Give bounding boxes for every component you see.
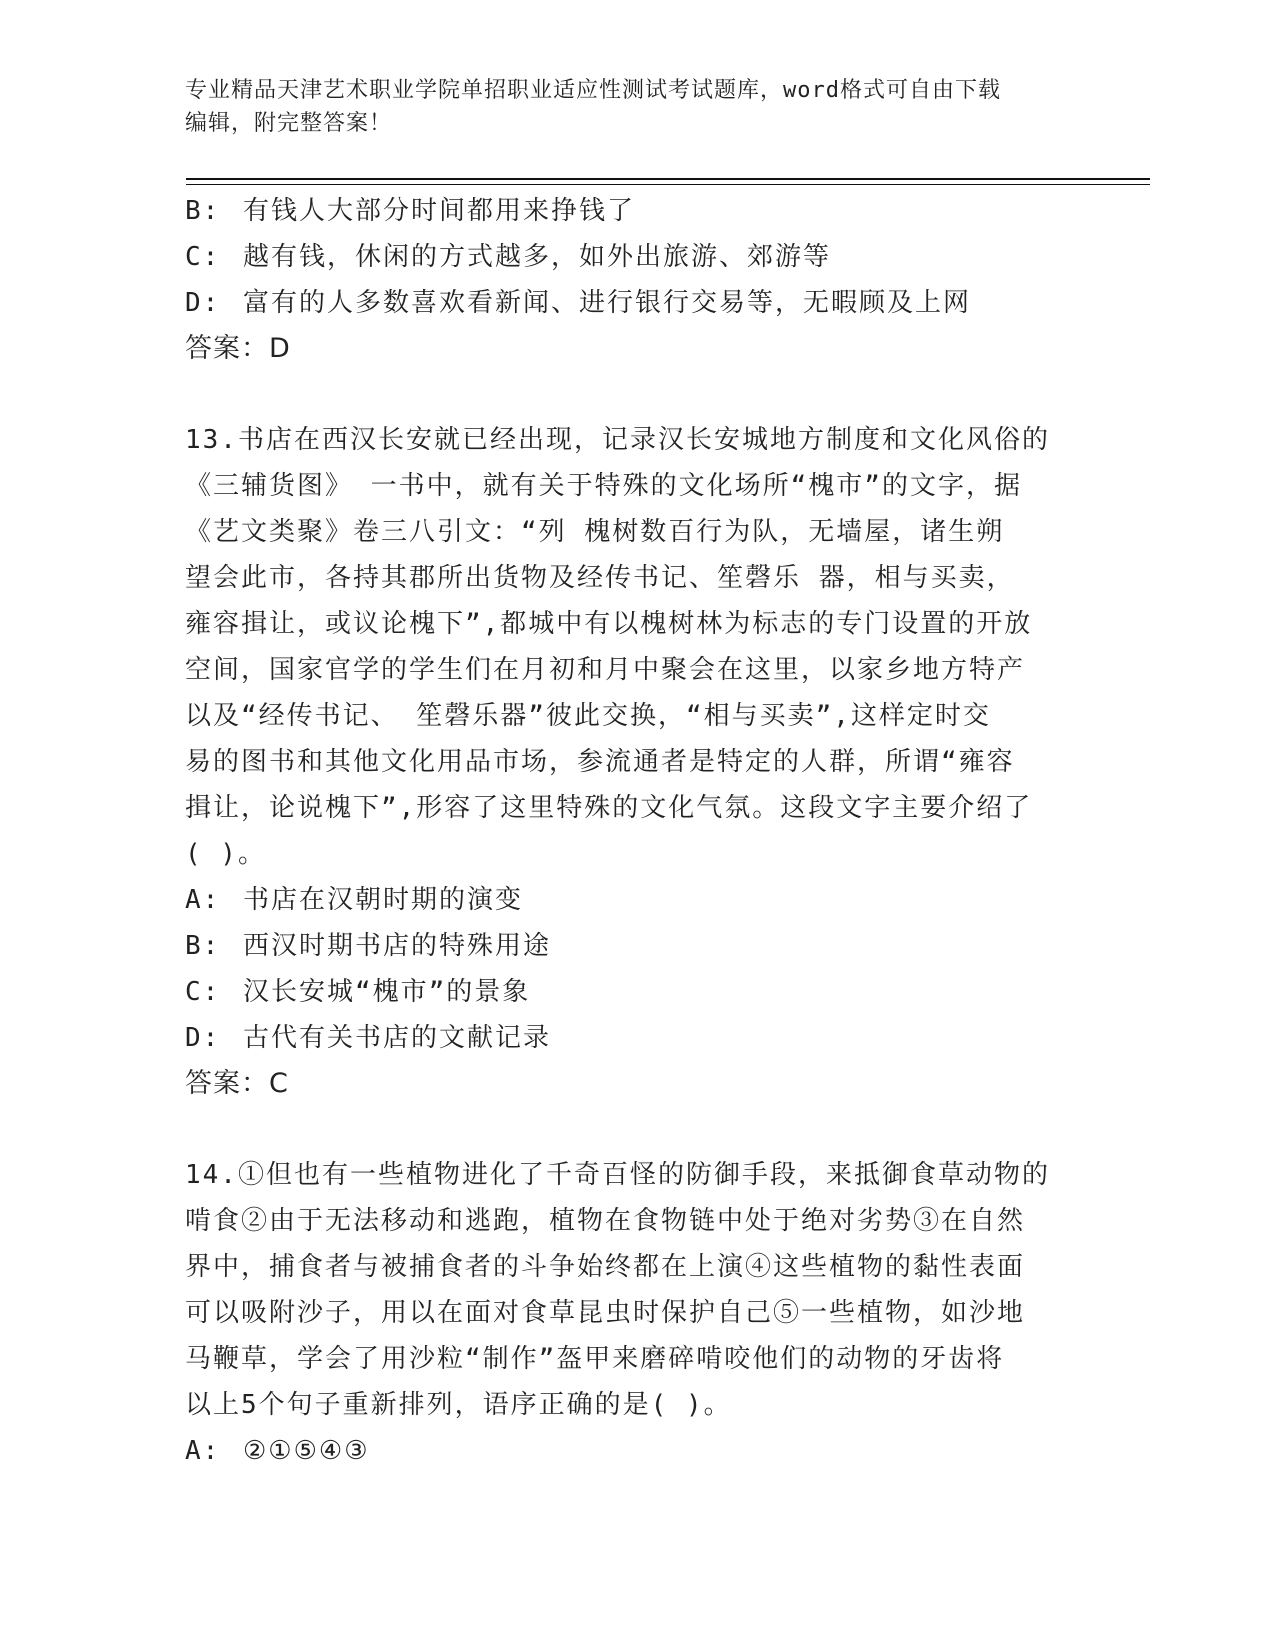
question-text-line: 易的图书和其他文化用品市场，参流通者是特定的人群，所谓“雍容 bbox=[185, 747, 1015, 777]
question-text-line: 空间，国家官学的学生们在月初和月中聚会在这里，以家乡地方特产 bbox=[185, 655, 1026, 685]
option-text: 书店在汉朝时期的演变 bbox=[243, 885, 524, 915]
document-header bbox=[185, 74, 1085, 140]
question-text-line: 啃食②由于无法移动和逃跑，植物在食物链中处于绝对劣势③在自然 bbox=[185, 1206, 1026, 1236]
option-letter: D: bbox=[185, 288, 221, 318]
question-text-line: 14.①但也有一些植物进化了千奇百怪的防御手段，来抵御食草动物的 bbox=[185, 1160, 1050, 1190]
question-text-line: 望会此市，各持其郡所出货物及经传书记、笙磬乐 器，相与买卖， bbox=[185, 563, 1015, 593]
question-text-line: 雍容揖让，或议论槐下”,都城中有以槐树林为标志的专门设置的开放 bbox=[185, 609, 1033, 639]
option-letter: B: bbox=[185, 931, 221, 961]
question-text-line: 《艺文类聚》卷三八引文：“列 槐树数百行为队，无墙屋，诸生朔 bbox=[185, 517, 1005, 547]
question-text-line: 揖让，论说槐下”,形容了这里特殊的文化气氛。这段文字主要介绍了 bbox=[185, 793, 1033, 823]
option-letter: D: bbox=[185, 1023, 221, 1053]
question-text-line: 以及“经传书记、 笙磬乐器”彼此交换，“相与买卖”,这样定时交 bbox=[185, 701, 991, 731]
option-text: 越有钱，休闲的方式越多，如外出旅游、郊游等 bbox=[243, 242, 832, 272]
option-d bbox=[185, 1015, 1080, 1061]
document-body bbox=[185, 188, 1080, 1474]
option-letter: A: bbox=[185, 885, 221, 915]
option-letter: B: bbox=[185, 196, 221, 226]
option-text: 富有的人多数喜欢看新闻、进行银行交易等，无暇顾及上网 bbox=[243, 288, 972, 318]
option-text: ②①⑤④③ bbox=[243, 1436, 370, 1466]
option-b bbox=[185, 923, 1080, 969]
option-text: 西汉时期书店的特殊用途 bbox=[243, 931, 552, 961]
question-text-line: 13.书店在西汉长安就已经出现，记录汉长安城地方制度和文化风俗的 bbox=[185, 425, 1050, 455]
question-13 bbox=[185, 417, 1080, 1107]
option-a bbox=[185, 877, 1080, 923]
question-text-line: 可以吸附沙子，用以在面对食草昆虫时保护自己⑤一些植物，如沙地 bbox=[185, 1298, 1026, 1328]
header-rule-thin bbox=[186, 184, 1150, 185]
option-d bbox=[185, 280, 1080, 326]
option-letter: A: bbox=[185, 1436, 221, 1466]
header-line-1: 专业精品天津艺术职业学院单招职业适应性测试考试题库，word格式可自由下载 bbox=[185, 78, 1001, 103]
question-text-line: 马鞭草，学会了用沙粒“制作”盔甲来磨碎啃咬他们的动物的牙齿将 bbox=[185, 1344, 1005, 1374]
question-text-line: 界中，捕食者与被捕食者的斗争始终都在上演④这些植物的黏性表面 bbox=[185, 1252, 1026, 1282]
question-text-line: 《三辅货图》 一书中，就有关于特殊的文化场所“槐市”的文字，据 bbox=[185, 471, 1022, 501]
question-text-line: ( )。 bbox=[185, 839, 266, 869]
question-12 bbox=[185, 188, 1080, 372]
option-letter: C: bbox=[185, 977, 221, 1007]
question-text-line: 以上5个句子重新排列，语序正确的是( )。 bbox=[185, 1390, 732, 1420]
option-c bbox=[185, 234, 1080, 280]
header-line-2: 编辑，附完整答案！ bbox=[185, 111, 393, 136]
option-c bbox=[185, 969, 1080, 1015]
option-text: 有钱人大部分时间都用来挣钱了 bbox=[243, 196, 636, 226]
option-a bbox=[185, 1428, 1080, 1474]
option-letter: C: bbox=[185, 242, 221, 272]
answer-label: 答案：C bbox=[185, 1068, 289, 1099]
option-b bbox=[185, 188, 1080, 234]
question-14 bbox=[185, 1152, 1080, 1474]
answer-label: 答案：D bbox=[185, 333, 291, 364]
option-text: 古代有关书店的文献记录 bbox=[243, 1023, 552, 1053]
header-rule-thick bbox=[186, 178, 1150, 180]
option-text: 汉长安城“槐市”的景象 bbox=[243, 977, 531, 1007]
